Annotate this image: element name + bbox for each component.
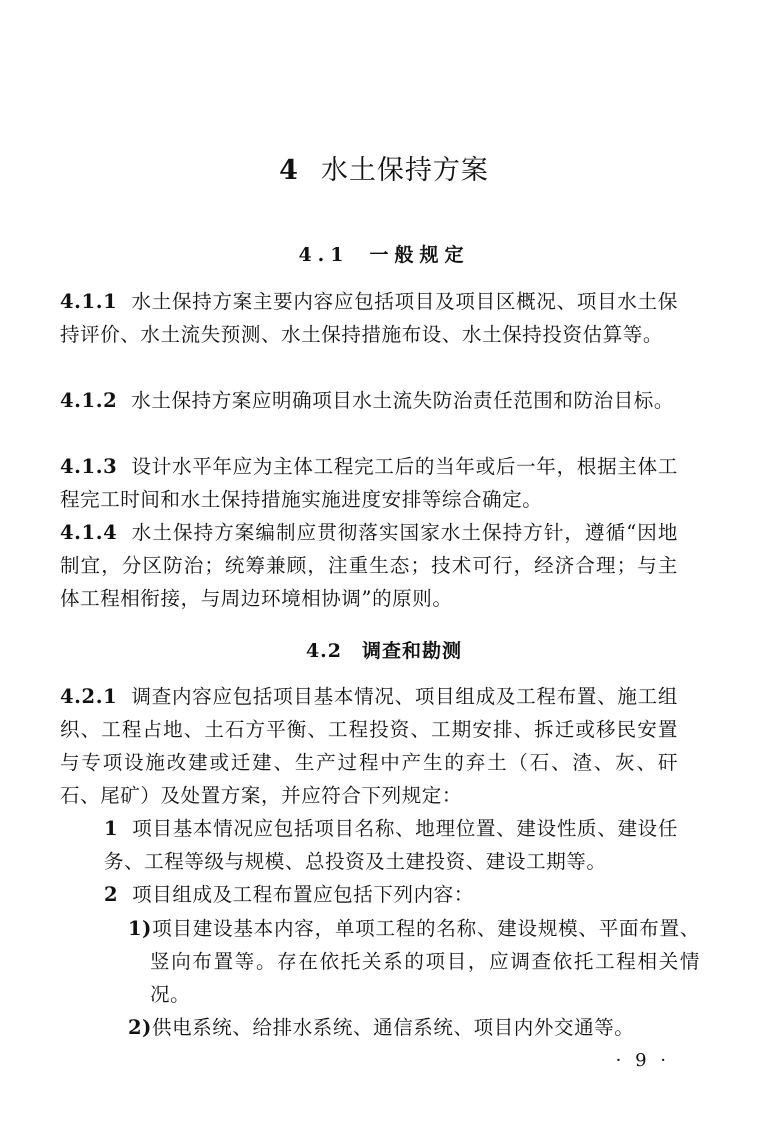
- clause-4-1-4: [60, 516, 678, 615]
- sub-item-1: [128, 912, 700, 1011]
- clause-number: 4.1.1: [60, 290, 118, 313]
- clause-number: 4.1.2: [60, 389, 118, 412]
- chapter-number: 4: [279, 155, 299, 186]
- clause-number: 4.1.3: [60, 455, 118, 478]
- clause-4-2-1: [60, 680, 678, 812]
- sub-item-number: 2): [128, 1016, 152, 1039]
- item-number: 1: [104, 817, 119, 840]
- item-text: 项目基本情况应包括项目名称、地理位置、建设性质、建设任务、工程等级与规模、总投资及土建投资、建设工期等。: [104, 817, 678, 873]
- section-title-text: 调查和勘测: [362, 640, 463, 662]
- clause-number: 4.2.1: [60, 685, 118, 708]
- item-number: 2: [104, 883, 119, 906]
- item-text: 项目组成及工程布置应包括下列内容：: [132, 883, 474, 906]
- sub-item-text: 供电系统、给排水系统、通信系统、项目内外交通等。: [152, 1016, 635, 1039]
- clause-4-1-2: [60, 384, 678, 417]
- section-title-text: 一般规定: [369, 244, 470, 266]
- sub-item-2: [128, 1011, 700, 1044]
- clause-4-1-3: [60, 450, 678, 516]
- chapter-title: [0, 148, 768, 187]
- section-title-4-1: [0, 240, 768, 267]
- clause-text: 水土保持方案编制应贯彻落实国家水土保持方针，遵循“因地制宜，分区防治；统筹兼顾，注重生态；技术可行，经济合理；与主体工程相衔接，与周边环境相协调”的原则。: [60, 521, 678, 610]
- clause-4-1-1: [60, 285, 678, 351]
- list-item-1: [104, 812, 678, 878]
- section-number: 4.2: [305, 640, 343, 662]
- list-item-2: [104, 878, 678, 911]
- sub-item-number: 1): [128, 917, 152, 940]
- page-number: · 9 ·: [615, 1050, 670, 1071]
- clause-text: 水土保持方案主要内容应包括项目及项目区概况、项目水土保持评价、水土流失预测、水土保持措施布设、水土保持投资估算等。: [60, 290, 678, 346]
- section-title-4-2: [0, 636, 768, 663]
- chapter-title-text: 水土保持方案: [320, 155, 489, 186]
- clause-text: 水土保持方案应明确项目水土流失防治责任范围和防治目标。: [131, 389, 674, 412]
- sub-item-text: 项目建设基本内容，单项工程的名称、建设规模、平面布置、竖向布置等。存在依托关系的项目，应调查依托工程相关情况。: [150, 917, 700, 1006]
- clause-number: 4.1.4: [60, 521, 118, 544]
- section-number: 4.1: [298, 244, 350, 266]
- clause-text: 设计水平年应为主体工程完工后的当年或后一年，根据主体工程完工时间和水土保持措施实施进度安排等综合确定。: [60, 455, 678, 511]
- clause-text: 调查内容应包括项目基本情况、项目组成及工程布置、施工组织、工程占地、土石方平衡、工程投资、工期安排、拆迁或移民安置与专项设施改建或迁建、生产过程中产生的弃土（石、渣、灰、矸石、尾矿）及处置方案，并应符合下列规定：: [60, 685, 678, 807]
